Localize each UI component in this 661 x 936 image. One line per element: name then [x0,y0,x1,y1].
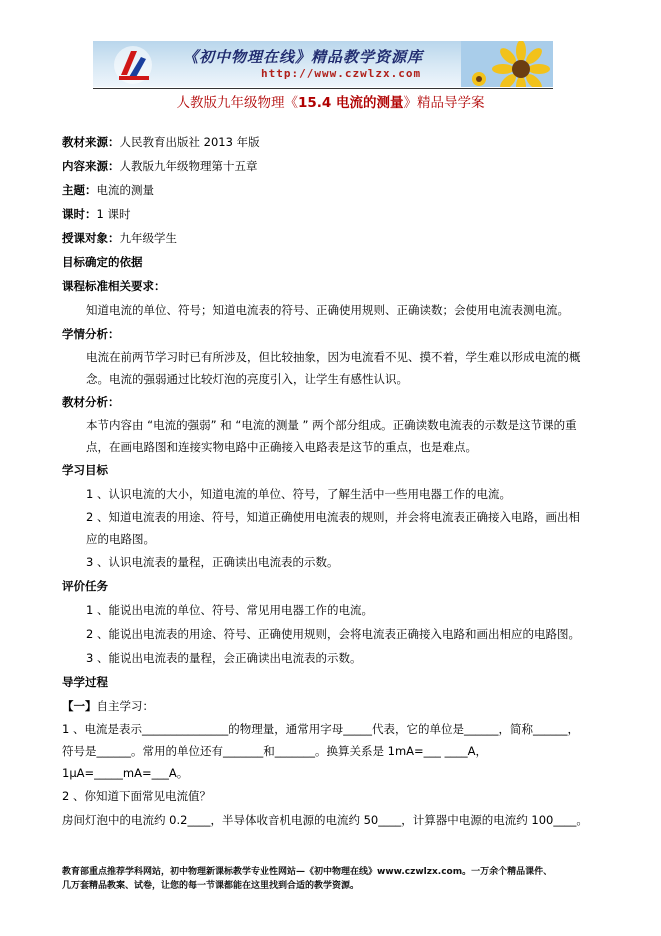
sunflower-icon [461,41,553,87]
self-study-line: 【一】自主学习： [62,699,154,713]
footer-line: 几万套精品教案、试卷，让您的每一节课都能在这里找到合适的教学资源。 [62,881,360,891]
eval-item: 2 、能说出电流表的用途、符号、正确使用规则，会将电流表正确接入电路和画出相应的电路图。 [86,627,580,641]
hours-line: 课时：1 课时 [62,207,131,221]
banner-title: 《初中物理在线》精品教学资源库 [183,48,424,66]
document-body [62,130,588,832]
learner-heading: 学情分析： [62,327,120,341]
page-footer [62,865,602,893]
banner-url: http://www.czwlzx.com [261,67,422,80]
goals-heading: 学习目标 [62,463,108,477]
content-line: 内容来源：人教版九年级物理第十五章 [62,159,258,173]
standard-heading: 课程标准相关要求： [62,279,166,293]
header-rule [93,88,553,89]
standard-text: 知道电流的单位、符号；知道电流表的符号、正确使用规则、正确读数；会使用电流表测电流。 [86,303,569,317]
eval-item: 3 、能说出电流表的量程，会正确读出电流表的示数。 [86,651,362,665]
eval-item: 1 、能说出电流的单位、符号、常见用电器工作的电流。 [86,603,373,617]
textbook-text: 本节内容由 “电流的强弱” 和 “电流的测量 ” 两个部分组成。正确读数电流表的示数是这节课的重点，在画电路图和连接实物电路中正确接入电路表是这节的重点，也是难点。 [86,418,577,454]
goal-item: 1 、认识电流的大小，知道电流的单位、符号，了解生活中一些用电器工作的电流。 [86,487,511,501]
logo-icon [111,43,155,87]
audience-line: 授课对象：九年级学生 [62,231,177,245]
learner-text: 电流在前两节学习时已有所涉及，但比较抽象，因为电流看不见、摸不着，学生难以形成电流的概念。电流的强弱通过比较灯泡的亮度引入，让学生有感性认识。 [86,350,581,386]
footer-line: 教育部重点推荐学科网站，初中物理新课标教学专业性网站—《初中物理在线》www.czwlzx.com。一万余个精品课件、 [62,867,553,877]
question-1: 1 、电流是表示_______________的物理量，通常用字母_____代表，它的单位是______，简称______，符号是______。常用的单位还有_______和_______。换算关系是 1mA=___ ____A，1μA=_____mA=___A。 [62,722,579,780]
process-heading: 导学过程 [62,675,108,689]
header-banner [93,41,553,87]
question-2-heading: 2 、你知道下面常见电流值？ [62,789,211,803]
document-title: 人教版九年级物理《15.4 电流的测量》精品导学案 [176,95,485,111]
goal-item: 2 、知道电流表的用途、符号，知道正确使用电流表的规则，并会将电流表正确接入电路，画出相应的电路图。 [86,510,580,546]
question-2-text: 房间灯泡中的电流约 0.2____，半导体收音机电源的电流约 50____，计算器中电源的电流约 100____。 [62,813,588,827]
goal-item: 3 、认识电流表的量程，正确读出电流表的示数。 [86,555,339,569]
basis-heading: 目标确定的依据 [62,255,143,269]
source-line: 教材来源：人民教育出版社 2013 年版 [62,135,260,149]
topic-line: 主题：电流的测量 [62,183,154,197]
textbook-heading: 教材分析： [62,395,120,409]
eval-heading: 评价任务 [62,579,108,593]
